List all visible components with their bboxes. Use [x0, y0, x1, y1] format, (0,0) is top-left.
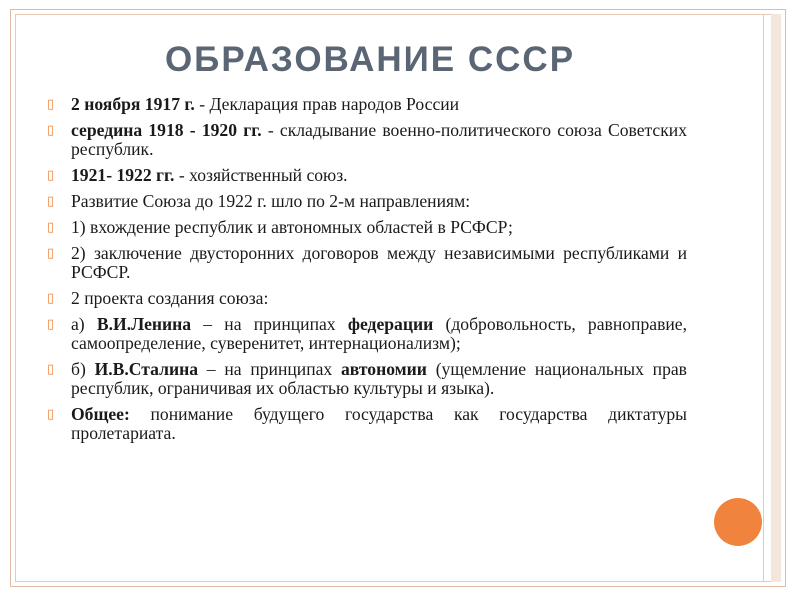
list-item: [47, 121, 687, 159]
item-text: - хозяйственный союз.: [174, 165, 348, 185]
item-text: (ущемление национальных прав республик, ограничивая их областью культуры и языка).: [71, 359, 687, 398]
bullet-icon: ▯: [47, 97, 55, 112]
item-date: 1921- 1922 гг.: [71, 165, 175, 185]
list-item-stalin-project: [47, 360, 687, 398]
bullet-icon: ▯: [47, 407, 55, 422]
accent-circle: [714, 498, 762, 546]
list-item: [47, 289, 687, 308]
bullet-icon: ▯: [47, 123, 55, 138]
item-text: - Декларация прав народов России: [194, 94, 460, 114]
item-prefix: а): [71, 314, 97, 334]
item-text: - складывание военно-политического союза Советских республик.: [71, 120, 687, 159]
slide-title: ОБРАЗОВАНИЕ СССР: [164, 40, 576, 79]
item-date: середина 1918 - 1920 гг.: [71, 120, 262, 140]
item-keyword: автономии: [341, 359, 427, 379]
bullet-icon: ▯: [47, 246, 55, 261]
list-item-lenin-project: [47, 315, 687, 353]
list-item: [47, 95, 687, 114]
slide-frame-right-line: [763, 14, 764, 582]
bullet-icon: ▯: [47, 168, 55, 183]
item-person: В.И.Ленина: [96, 314, 192, 334]
bullet-icon: ▯: [47, 291, 55, 306]
item-text: Развитие Союза до 1922 г. шло по 2-м направлениям:: [71, 191, 471, 211]
item-person: И.В.Сталина: [94, 359, 199, 379]
item-text: – на принципах: [198, 359, 341, 379]
item-text: 1) вхождение республик и автономных областей в РСФСР;: [71, 217, 513, 237]
bullet-icon: ▯: [47, 194, 55, 209]
item-text: 2 проекта создания союза:: [71, 288, 269, 308]
bullet-icon: ▯: [47, 220, 55, 235]
item-text: понимание будущего государства как государства диктатуры пролетариата.: [71, 404, 687, 443]
slide-frame-right-strip: [771, 14, 781, 582]
item-prefix: б): [71, 359, 95, 379]
item-keyword: федерации: [347, 314, 434, 334]
list-item: [47, 244, 687, 282]
list-item: [47, 405, 687, 443]
item-text: 2) заключение двусторонних договоров между независимыми республиками и РСФСР.: [71, 243, 687, 282]
item-date: 2 ноября 1917 г.: [71, 94, 195, 114]
item-text: – на принципах: [191, 314, 348, 334]
bullet-list: [47, 95, 687, 450]
bullet-icon: ▯: [47, 362, 55, 377]
item-label: Общее:: [71, 404, 130, 424]
list-item: [47, 166, 687, 185]
list-item: [47, 218, 687, 237]
item-text: (добровольность, равноправие, самоопределение, суверенитет, интернационализм);: [71, 314, 688, 353]
bullet-icon: ▯: [47, 317, 55, 332]
list-item: [47, 192, 687, 211]
